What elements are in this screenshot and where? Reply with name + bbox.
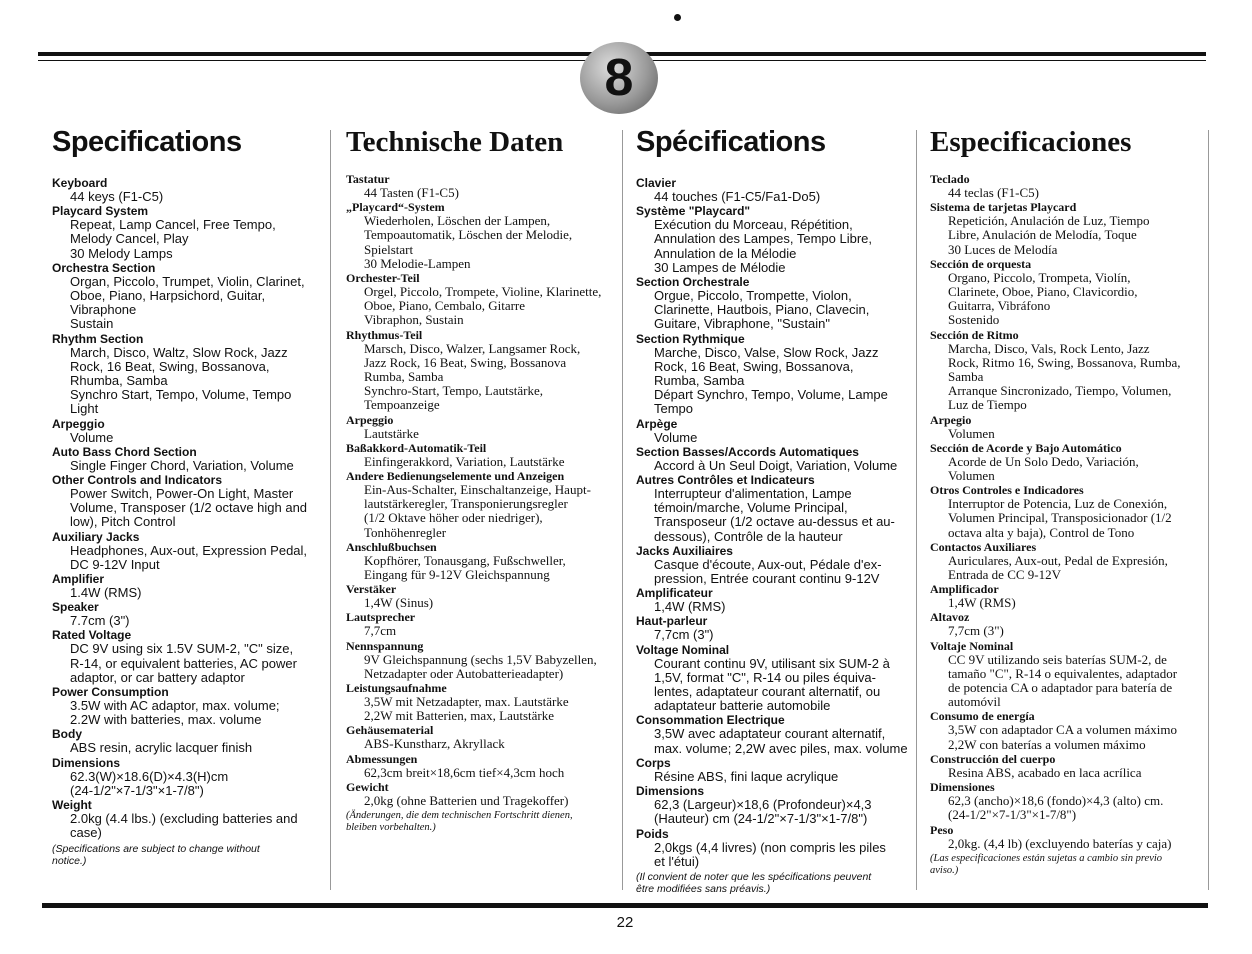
spec-value: Volumen [948, 425, 995, 441]
spec-value: 2.0kg (4.4 lbs.) (excluding batteries and case) [70, 811, 298, 841]
spec-heading: „Playcard“-System [346, 200, 445, 215]
spec-value: Auriculares, Aux-out, Pedal de Expresión, Entrada de CC 9-12V [948, 552, 1168, 583]
spec-list [52, 176, 324, 841]
spec-value: Casque d'écoute, Aux-out, Pédale d'ex- pression, Entrée courant continu 9-12V [654, 556, 882, 587]
spec-value: DC 9V using six 1.5V SUM-2, "C" size, R-14, or equivalent batteries, AC power adaptor, or car battery adaptor [70, 641, 297, 685]
spec-heading: Arpeggio [346, 412, 394, 427]
spec-heading: Section Basses/Accords Automatiques [636, 444, 859, 459]
spec-item [930, 483, 1202, 540]
spec-value: Orgel, Piccolo, Trompete, Violine, Klarinette, Oboe, Piano, Cembalo, Gitarre Vibraphon, Sustain [364, 284, 602, 328]
spec-value: 44 touches (F1-C5/Fa1-Do5) [654, 189, 821, 204]
spec-value: Interrupteur d'alimentation, Lampe témoin/marche, Volume Principal, Transposeur (1/2 octave au-dessus et au- dessous), Contrôle de la hauteur [654, 486, 895, 544]
spec-item [52, 628, 324, 685]
spec-item [930, 257, 1202, 328]
spec-value: Accord à Un Seul Doigt, Variation, Volume [654, 457, 898, 473]
spec-item [346, 441, 616, 469]
spec-value: 1,4W (RMS) [654, 599, 726, 615]
spec-value: Interruptor de Potencia, Luz de Conexión, Volumen Principal, Transposicionador (1/2 octava alta y baja), Control de Tono [948, 496, 1172, 540]
decorative-dot [674, 14, 681, 21]
spec-heading: Sección de Ritmo [930, 327, 1019, 342]
spec-value: 3.5W with AC adaptor, max. volume; 2.2W with batteries, max. volume [70, 698, 280, 728]
spec-heading: Rhythm Section [52, 331, 144, 346]
spec-item [52, 473, 324, 530]
spec-heading: Gehäusematerial [346, 723, 434, 738]
spec-heading: Sistema de tarjetas Playcard [930, 200, 1077, 215]
spec-value: Orgue, Piccolo, Trompette, Violon, Clarinette, Hautbois, Piano, Clavecin, Guitare, Vibraphone, "Sustain" [654, 288, 870, 332]
spec-value: Résine ABS, fini laque acrylique [654, 768, 839, 784]
spec-heading: Auxiliary Jacks [52, 529, 140, 544]
spec-value: 3,5W con adaptador CA a volumen máximo 2,2W con baterías a volumen máximo [948, 722, 1178, 752]
spec-heading: Andere Bedienungselemente und Anzeigen [346, 469, 565, 484]
spec-heading: Contactos Auxiliares [930, 539, 1037, 554]
spec-heading: Autres Contrôles et Indicateurs [636, 473, 815, 488]
spec-heading: Rated Voltage [52, 628, 132, 643]
column-french [636, 126, 912, 895]
spec-value: Exécution du Morceau, Répétition, Annulation des Lampes, Tempo Libre, Annulation de la Mélodie 30 Lampes de Mélodie [654, 217, 873, 275]
spec-heading: Arpège [636, 416, 678, 431]
spec-heading: Power Consumption [52, 685, 169, 700]
spec-value: ABS-Kunstharz, Akryllack [364, 736, 505, 752]
spec-item [346, 413, 616, 441]
spec-item [930, 752, 1202, 780]
spec-value: Organo, Piccolo, Trompeta, Violín, Clarinete, Oboe, Piano, Clavicordio, Guitarra, Vibráfono Sostenido [948, 269, 1138, 328]
spec-item [346, 639, 616, 681]
spec-value: 7.7cm (3") [70, 613, 130, 629]
spec-item [930, 823, 1202, 851]
spec-heading: Weight [52, 798, 92, 813]
spec-value: Resina ABS, acabado en laca acrílica [948, 764, 1142, 780]
spec-heading: Auto Bass Chord Section [52, 444, 197, 459]
spec-item [636, 204, 912, 275]
spec-heading: Amplifier [52, 572, 105, 587]
spec-heading: Orchestra Section [52, 260, 156, 275]
column-divider [622, 130, 623, 890]
spec-item [346, 780, 616, 808]
spec-value: 3,5W avec adaptateur courant alternatif, max. volume; 2,2W avec piles, max. volume [654, 726, 908, 756]
spec-item [52, 445, 324, 473]
spec-value: March, Disco, Waltz, Slow Rock, Jazz Rock, 16 Beat, Swing, Bossanova, Rhumba, Samba Synchro Start, Tempo, Volume, Tempo Light [70, 344, 292, 417]
spec-heading: Teclado [930, 172, 970, 186]
spec-heading: Keyboard [52, 176, 108, 190]
spec-item [346, 200, 616, 271]
spec-value: 44 keys (F1-C5) [70, 189, 164, 204]
spec-value: Repeat, Lamp Cancel, Free Tempo, Melody Cancel, Play 30 Melody Lamps [70, 217, 276, 261]
spec-value: 2,0kg. (4,4 lb) (excluyendo baterías y caja) [948, 835, 1172, 851]
page-number: 22 [616, 914, 634, 931]
column-title: Specifications [52, 126, 242, 158]
column-title: Spécifications [636, 126, 826, 158]
column-divider [330, 130, 331, 890]
spec-value: 1,4W (Sinus) [364, 595, 434, 611]
spec-item [52, 727, 324, 755]
spec-item [930, 441, 1202, 483]
spec-heading: Voltage Nominal [636, 642, 730, 657]
spec-value: 7,7cm (3") [654, 627, 714, 643]
spec-heading: Section Rythmique [636, 331, 745, 346]
spec-item [346, 681, 616, 723]
spec-value: 3,5W mit Netzadapter, max. Lautstärke 2,2W mit Batterien, max, Lautstärke [364, 694, 569, 724]
spec-item [636, 332, 912, 417]
spec-heading: Dimensiones [930, 780, 995, 795]
spec-heading: Amplificador [930, 582, 999, 597]
spec-item [346, 540, 616, 582]
spec-value: 7,7cm (3") [948, 623, 1004, 639]
spec-value: Acorde de Un Solo Dedo, Variación, Volumen [948, 453, 1139, 484]
spec-item [346, 610, 616, 638]
spec-value: Wiederholen, Löschen der Lampen, Tempoautomatik, Löschen der Melodie, Spielstart 30 Melodie-Lampen [364, 213, 573, 271]
spec-heading: Peso [930, 822, 954, 837]
spec-note: (Il convient de noter que les spécifications peuvent être modifiées sans préavis.) [636, 870, 872, 895]
column-german [346, 126, 616, 834]
spec-value: Power Switch, Power-On Light, Master Volume, Transposer (1/2 octave high and low), Pitch Control [70, 486, 308, 530]
spec-heading: Arpeggio [52, 416, 105, 431]
spec-value: Marche, Disco, Valse, Slow Rock, Jazz Rock, 16 Beat, Swing, Bossanova, Rumba, Samba Départ Synchro, Tempo, Volume, Lampe Tempo [654, 344, 888, 417]
spec-value: Headphones, Aux-out, Expression Pedal, DC 9-12V Input [70, 542, 308, 572]
spec-value: Volume [70, 429, 114, 445]
spec-item [636, 586, 912, 614]
spec-heading: Corps [636, 755, 671, 770]
spec-heading: Abmessungen [346, 751, 418, 766]
spec-heading: Altavoz [930, 610, 970, 625]
spec-item [346, 469, 616, 540]
spec-value: Marcha, Disco, Vals, Rock Lento, Jazz Rock, Ritmo 16, Swing, Bossanova, Rumba, Samba Arranque Sincronizado, Tiempo, Volumen, Luz de Tiempo [948, 340, 1181, 413]
spec-value: CC 9V utilizando seis baterías SUM-2, de tamaño "C", R-14 o equivalentes, adaptador de potencia CA o adaptador para batería de automóvil [948, 651, 1178, 710]
spec-item [636, 827, 912, 869]
spec-value: 2,0kg (ohne Batterien und Tragekoffer) [364, 792, 569, 808]
spec-value: Lautstärke [364, 425, 419, 441]
spec-item [636, 614, 912, 642]
chapter-number: 8 [604, 49, 634, 107]
spec-heading: Clavier [636, 176, 677, 190]
spec-value: 44 teclas (F1-C5) [948, 185, 1039, 200]
spec-item [636, 784, 912, 826]
spec-item [636, 275, 912, 332]
spec-item [52, 332, 324, 417]
spec-heading: Rhythmus-Teil [346, 327, 423, 342]
spec-value: Marsch, Disco, Walzer, Langsamer Rock, Jazz Rock, 16 Beat, Swing, Bossanova Rumba, Samba Synchro-Start, Tempo, Lautstärke, Tempoanzeige [364, 340, 581, 413]
spec-heading: Gewicht [346, 779, 389, 794]
spec-note: (Las especificaciones están sujetas a cambio sin previo aviso.) [930, 852, 1163, 876]
spec-heading: Speaker [52, 600, 99, 615]
spec-list [636, 176, 912, 869]
spec-heading: Leistungsaufnahme [346, 681, 447, 696]
spec-value: 62,3 (ancho)×18,6 (fondo)×4,3 (alto) cm. (24-1/2"×7-1/3"×1-7/8") [948, 793, 1164, 823]
spec-heading: Anschlußbuchsen [346, 539, 437, 554]
column-title: Technische Daten [346, 126, 564, 158]
spec-item [930, 639, 1202, 710]
spec-value: 9V Gleichspannung (sechs 1,5V Babyzellen, Netzadapter oder Autobatterieadapter) [364, 651, 597, 681]
spec-heading: Arpegio [930, 412, 972, 427]
spec-value: Single Finger Chord, Variation, Volume [70, 457, 294, 473]
spec-item [930, 172, 1202, 200]
spec-item [346, 172, 616, 200]
spec-item [930, 200, 1202, 257]
spec-item [52, 176, 324, 204]
spec-note: (Änderungen, die dem technischen Fortschritt dienen, bleiben vorbehalten.) [346, 810, 573, 834]
spec-value: Volume [654, 429, 698, 445]
spec-value: Courant continu 9V, utilisant six SUM-2 à 1,5V, format "C", R-14 ou piles équiva- lentes, adaptateur courant alternatif, ou adaptateur batterie automobile [654, 655, 890, 714]
spec-heading: Consumo de energía [930, 709, 1035, 724]
spec-heading: Nennspannung [346, 638, 424, 653]
spec-item [52, 685, 324, 727]
spec-value: ABS resin, acrylic lacquer finish [70, 740, 253, 756]
spec-item [636, 417, 912, 445]
spec-item [636, 756, 912, 784]
spec-heading: Voltaje Nominal [930, 638, 1014, 653]
spec-heading: Lautsprecher [346, 610, 416, 625]
spec-item [930, 610, 1202, 638]
spec-item [636, 176, 912, 204]
spec-item [346, 271, 616, 328]
spec-value: 1,4W (RMS) [948, 595, 1016, 611]
spec-value: Ein-Aus-Schalter, Einschaltanzeige, Haupt- lautstärkeregler, Transponierungsregler (1/2 Oktave höher oder niedriger), Tonhöhenregler [364, 482, 591, 540]
spec-heading: Dimensions [52, 755, 121, 770]
spec-heading: Système "Playcard" [636, 204, 751, 219]
spec-heading: Other Controls and Indicators [52, 473, 223, 488]
spec-value: Organ, Piccolo, Trumpet, Violin, Clarinet, Oboe, Piano, Harpsichord, Guitar, Vibraphone Sustain [70, 273, 305, 332]
spec-item [636, 643, 912, 714]
spec-heading: Jacks Auxiliaires [636, 543, 733, 558]
spec-heading: Section Orchestrale [636, 275, 750, 290]
bottom-rule [42, 903, 1208, 908]
spec-value: 62,3cm breit×18,6cm tief×4,3cm hoch [364, 764, 565, 780]
column-divider [1208, 130, 1209, 890]
spec-heading: Dimensions [636, 784, 705, 799]
spec-item [52, 530, 324, 572]
spec-heading: Poids [636, 826, 669, 841]
spec-item [930, 413, 1202, 441]
spec-list [930, 172, 1202, 851]
spec-value: Kopfhörer, Tonausgang, Fußschweller, Eingang für 9-12V Gleichspannung [364, 552, 566, 583]
chapter-badge [580, 42, 658, 114]
column-english [52, 126, 324, 867]
spec-value: 62.3(W)×18.6(D)×4.3(H)cm (24-1/2"×7-1/3"×1-7/8") [70, 768, 229, 798]
spec-item [346, 752, 616, 780]
spec-item [52, 756, 324, 798]
spec-item [930, 328, 1202, 413]
spec-value: 2,0kgs (4,4 livres) (non compris les piles et l'étui) [654, 839, 886, 869]
spec-value: 7,7cm [364, 623, 397, 639]
spec-heading: Baßakkord-Automatik-Teil [346, 440, 487, 455]
spec-item [346, 328, 616, 413]
spec-heading: Haut-parleur [636, 614, 708, 629]
spec-item [930, 540, 1202, 582]
spec-item [930, 780, 1202, 822]
spec-item [52, 798, 324, 840]
spec-heading: Body [52, 727, 82, 742]
spec-item [930, 582, 1202, 610]
column-title: Especificaciones [930, 126, 1132, 158]
spec-list [346, 172, 616, 808]
spec-item [930, 709, 1202, 751]
spec-heading: Verstäker [346, 582, 397, 597]
spec-value: 44 Tasten (F1-C5) [364, 185, 459, 200]
column-divider [916, 130, 917, 890]
spec-heading: Playcard System [52, 204, 149, 219]
spec-heading: Amplificateur [636, 586, 713, 601]
spec-item [636, 713, 912, 755]
spec-heading: Tastatur [346, 172, 390, 186]
spec-item [636, 473, 912, 544]
spec-value: 62,3 (Largeur)×18,6 (Profondeur)×4,3 (Hauteur) cm (24-1/2"×7-1/3"×1-7/8") [654, 797, 872, 827]
spec-item [52, 417, 324, 445]
spec-heading: Consommation Electrique [636, 713, 785, 728]
spec-heading: Sección de orquesta [930, 256, 1032, 271]
spec-heading: Construcción del cuerpo [930, 751, 1056, 766]
spec-item [52, 204, 324, 261]
spec-note: (Specifications are subject to change without notice.) [52, 842, 260, 867]
spec-item [346, 723, 616, 751]
spec-heading: Sección de Acorde y Bajo Automático [930, 440, 1122, 455]
spec-value: Repetición, Anulación de Luz, Tiempo Libre, Anulación de Melodía, Toque 30 Luces de Melodía [948, 213, 1150, 257]
column-spanish [930, 126, 1202, 877]
spec-item [52, 572, 324, 600]
spec-item [636, 445, 912, 473]
spec-item [346, 582, 616, 610]
spec-item [52, 600, 324, 628]
spec-item [52, 261, 324, 332]
spec-value: 1.4W (RMS) [70, 585, 142, 601]
spec-heading: Orchester-Teil [346, 271, 420, 286]
spec-heading: Otros Controles e Indicadores [930, 483, 1084, 498]
spec-value: Einfingerakkord, Variation, Lautstärke [364, 453, 565, 469]
spec-item [636, 544, 912, 586]
